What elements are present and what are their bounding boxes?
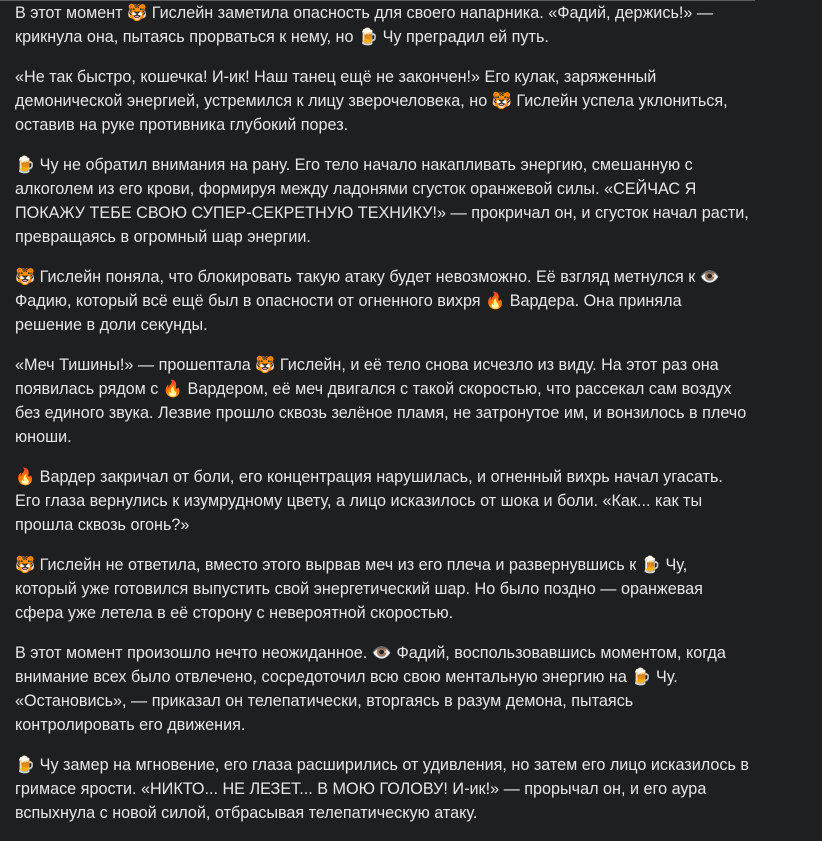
story-paragraph-8: В этот момент произошло нечто неожиданное. 👁️ Фадий, воспользовавшись моментом, когда внимание всех было отвлечено, сосредоточил всю свою ментальную энергию на 🍺 Чу. «Остановись», — приказал он телепатически, вторгаясь в разум демона, пытаясь контролировать его движения. — [15, 644, 726, 734]
story-paragraph-7: 🐯 Гислейн не ответила, вместо этого вырвав меч из его плеча и развернувшись к 🍺 Чу, который уже готовился выпустить свой энергетический шар. Но было поздно — оранжевая сфера уже летела в её сторону с невероятной скоростью. — [15, 556, 703, 622]
story-paragraph-9: 🍺 Чу замер на мгновение, его глаза расширились от удивления, но затем его лицо исказилось в гримасе ярости. «НИКТО... НЕ ЛЕЗЕТ... В МОЮ ГОЛОВУ! И-ик!» — прорычал он, и его аура вспыхнула с новой силой, отбрасывая телепатическую атаку. — [15, 756, 750, 822]
story-paragraph-2: «Не так быстро, кошечка! И-ик! Наш танец ещё не закончен!» Его кулак, заряженный демонической энергией, устремился к лицу зверочеловека, но 🐯 Гислейн успела уклониться, оставив на руке противника глубокий порез. — [15, 68, 728, 134]
story-paragraph-1: В этот момент 🐯 Гислейн заметила опасность для своего напарника. «Фадий, держись!» — крикнула она, пытаясь прорваться к нему, но 🍺 Чу преградил ей путь. — [15, 4, 714, 46]
story-paragraph-3: 🍺 Чу не обратил внимания на рану. Его тело начало накапливать энергию, смешанную с алкоголем из его крови, формируя между ладонями сгусток оранжевой силы. «СЕЙЧАС Я ПОКАЖУ ТЕБЕ СВОЮ СУПЕР-СЕКРЕТНУЮ ТЕХНИКУ!» — прокричал он, и сгусток начал расти, превращаясь в огромный шар энергии. — [15, 156, 749, 246]
story-paragraph-6: 🔥 Вардер закричал от боли, его концентрация нарушилась, и огненный вихрь начал угасать. Его глаза вернулись к изумрудному цвету, а лицо исказилось от шока и боли. «Как... как ты прошла сквозь огонь?» — [15, 468, 723, 534]
story-text — [15, 0, 750, 841]
story-paragraph-5: «Меч Тишины!» — прошептала 🐯 Гислейн, и её тело снова исчезло из виду. На этот раз она появилась рядом с 🔥 Вардером, её меч двигался с такой скоростью, что рассекал сам воздух без единого звука. Лезвие прошло сквозь зелёное пламя, не затронутое им, и вонзилось в плечо юноши. — [15, 356, 747, 446]
story-paragraph-4: 🐯 Гислейн поняла, что блокировать такую атаку будет невозможно. Её взгляд метнулся к 👁️ Фадию, который всё ещё был в опасности от огненного вихря 🔥 Вардера. Она приняла решение в доли секунды. — [15, 268, 721, 334]
